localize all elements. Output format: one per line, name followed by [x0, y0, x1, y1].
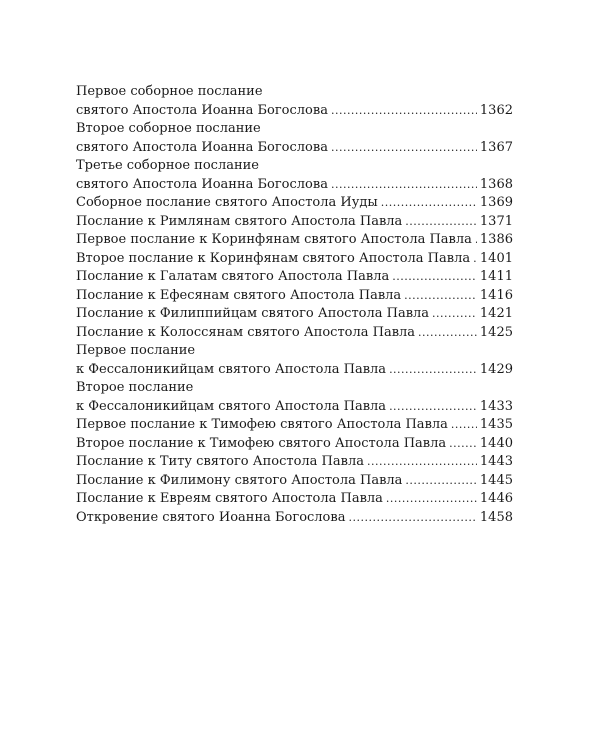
- toc-entry-title: Откровение святого Иоанна Богослова: [76, 509, 346, 525]
- toc-entry-1[interactable]: [76, 83, 513, 120]
- dot-leader: [449, 435, 477, 454]
- dot-leader: [418, 324, 477, 343]
- dot-leader: [386, 490, 477, 509]
- toc-entry-3[interactable]: [76, 157, 513, 194]
- toc-entry-11[interactable]: [76, 324, 513, 343]
- toc-entry-page: 1411: [479, 269, 513, 284]
- toc-entry-title: святого Апостола Иоанна Богослова: [76, 176, 328, 192]
- toc-entry-12[interactable]: [76, 342, 513, 379]
- toc-entry-18[interactable]: [76, 490, 513, 509]
- toc-entry-5[interactable]: [76, 213, 513, 232]
- toc-entry-title: Послание к Евреям святого Апостола Павла: [76, 491, 383, 506]
- toc-entry-page: 1416: [479, 287, 513, 303]
- dot-leader: [405, 472, 476, 491]
- dot-leader: [331, 176, 477, 195]
- toc-entry-19[interactable]: [76, 509, 513, 528]
- toc-entry-title: Второе послание к Коринфянам святого Апостола Павла: [76, 250, 471, 266]
- toc-entry-13[interactable]: [76, 379, 513, 416]
- toc-entry-title: Послание к Ефесянам святого Апостола Павла: [76, 287, 402, 303]
- toc-entry-7[interactable]: [76, 250, 513, 269]
- toc-entry-17[interactable]: [76, 472, 513, 491]
- toc-entry-title-line1: Первое соборное послание: [76, 84, 263, 99]
- toc-entry-title: Соборное послание святого Апостола Иуды: [76, 195, 378, 210]
- toc-entry-title: святого Апостола Иоанна Богослова: [76, 139, 328, 155]
- toc-entry-page: 1401: [479, 250, 513, 266]
- toc-entry-16[interactable]: [76, 453, 513, 472]
- toc-entry-title: Послание к Римлянам святого Апостола Павла: [76, 213, 403, 229]
- toc-entry-page: 1435: [479, 417, 513, 432]
- dot-leader: [331, 102, 477, 121]
- toc-entry-4[interactable]: [76, 194, 513, 213]
- toc-entry-title: Послание к Филиппийцам святого Апостола Павла: [76, 306, 430, 321]
- dot-leader: [381, 194, 477, 213]
- toc-entry-8[interactable]: [76, 268, 513, 287]
- dot-leader: [473, 250, 477, 269]
- dot-leader: [451, 416, 477, 435]
- toc-entry-page: 1369: [479, 195, 513, 210]
- table-of-contents: [76, 83, 513, 527]
- toc-entry-page: 1368: [479, 176, 513, 192]
- toc-entry-title: Второе послание к Тимофею святого Апостола Павла: [76, 435, 447, 451]
- toc-entry-page: 1446: [479, 491, 513, 506]
- dot-leader: [404, 287, 477, 306]
- toc-entry-page: 1440: [479, 435, 513, 451]
- toc-entry-title: Первое послание к Коринфянам святого Апостола Павла: [76, 232, 472, 247]
- toc-entry-10[interactable]: [76, 305, 513, 324]
- toc-entry-2[interactable]: [76, 120, 513, 157]
- toc-entry-page: 1371: [479, 213, 513, 229]
- toc-entry-14[interactable]: [76, 416, 513, 435]
- toc-entry-page: 1367: [479, 139, 513, 155]
- toc-entry-title: Послание к Филимону святого Апостола Павла: [76, 472, 403, 488]
- toc-entry-page: 1458: [479, 509, 513, 525]
- dot-leader: [389, 361, 477, 380]
- toc-entry-title-line1: Первое послание: [76, 343, 196, 358]
- toc-entry-title: Первое послание к Тимофею святого Апостола Павла: [76, 417, 448, 432]
- toc-entry-page: 1443: [479, 454, 513, 469]
- toc-entry-6[interactable]: [76, 231, 513, 250]
- dot-leader: [389, 398, 477, 417]
- dot-leader: [392, 268, 477, 287]
- toc-entry-title: Послание к Колоссянам святого Апостола Павла: [76, 324, 416, 340]
- toc-entry-9[interactable]: [76, 287, 513, 306]
- toc-entry-title: святого Апостола Иоанна Богослова: [76, 102, 328, 118]
- toc-entry-page: 1433: [479, 398, 513, 414]
- toc-entry-page: 1386: [479, 232, 513, 247]
- toc-entry-15[interactable]: [76, 435, 513, 454]
- toc-entry-title-line1: Второе послание: [76, 380, 194, 395]
- dot-leader: [331, 139, 477, 158]
- toc-entry-title-line1: Второе соборное послание: [76, 121, 261, 136]
- dot-leader: [432, 305, 477, 324]
- dot-leader: [475, 231, 477, 250]
- toc-entry-title: Послание к Титу святого Апостола Павла: [76, 454, 364, 469]
- toc-entry-title: к Фессалоникийцам святого Апостола Павла: [76, 398, 387, 414]
- toc-entry-title-line1: Третье соборное послание: [76, 158, 259, 173]
- toc-entry-page: 1429: [479, 361, 513, 377]
- toc-entry-page: 1425: [479, 324, 513, 340]
- toc-entry-page: 1421: [479, 306, 513, 321]
- toc-entry-title: к Фессалоникийцам святого Апостола Павла: [76, 361, 387, 377]
- dot-leader: [348, 509, 476, 528]
- dot-leader: [367, 453, 477, 472]
- toc-entry-title: Послание к Галатам святого Апостола Павла: [76, 269, 390, 284]
- dot-leader: [405, 213, 477, 232]
- toc-entry-page: 1445: [479, 472, 513, 488]
- toc-entry-page: 1362: [479, 102, 513, 118]
